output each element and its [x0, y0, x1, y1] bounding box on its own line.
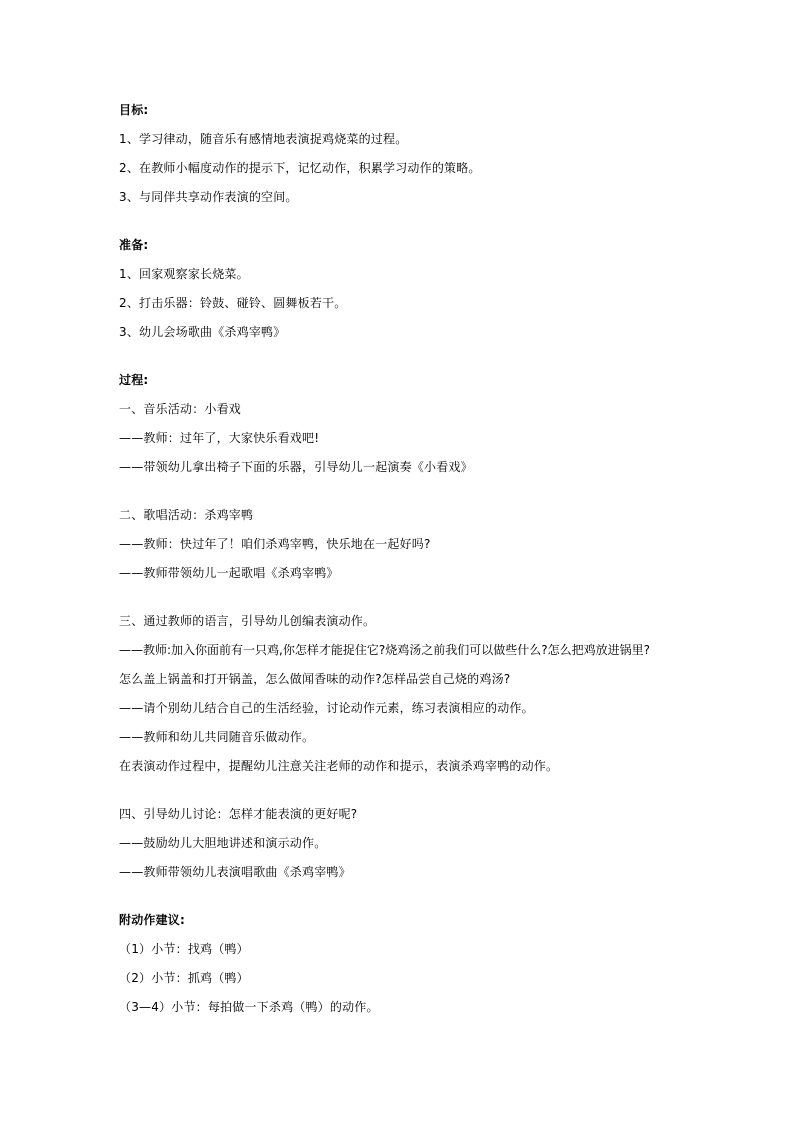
goal-item-3: 3、与同伴共享动作表演的空间。	[119, 190, 298, 204]
process-part3-line: ——教师和幼儿共同随音乐做动作。	[119, 730, 315, 744]
process-part3-line: 怎么盖上锅盖和打开锅盖，怎么做闻香味的动作?怎样品尝自己烧的鸡汤?	[119, 672, 511, 686]
prep-item-1: 1、回家观察家长烧菜。	[119, 267, 249, 281]
process-part1-line: ——带领幼儿拿出椅子下面的乐器，引导幼儿一起演奏《小看戏》	[119, 460, 473, 474]
appendix-item-2: （2）小节：抓鸡（鸭）	[119, 971, 249, 985]
process-part2-title: 二、歌唱活动：杀鸡宰鸭	[119, 508, 254, 522]
process-part2-line: ——教师：快过年了！咱们杀鸡宰鸭，快乐地在一起好吗?	[119, 537, 431, 551]
section-gap	[119, 212, 719, 231]
process-part1-line: ——教师：过年了，大家快乐看戏吧!	[119, 431, 320, 445]
process-part4-line: ——教师带领幼儿表演唱歌曲《杀鸡宰鸭》	[119, 865, 351, 879]
process-part3-line: 在表演动作过程中，提醒幼儿注意关注老师的动作和提示，表演杀鸡宰鸭的动作。	[119, 759, 559, 773]
section-gap	[119, 588, 719, 607]
goal-item-1: 1、学习律动，随音乐有感情地表演捉鸡烧菜的过程。	[119, 132, 408, 146]
section-gap	[119, 887, 719, 906]
prep-item-2: 2、打击乐器：铃鼓、碰铃、圆舞板若干。	[119, 296, 347, 310]
appendix-heading: 附动作建议:	[119, 913, 185, 927]
appendix-item-1: （1）小节：找鸡（鸭）	[119, 942, 249, 956]
process-part3-title: 三、通过教师的语言，引导幼儿创编表演动作。	[119, 614, 376, 628]
process-part2-line: ——教师带领幼儿一起歌唱《杀鸡宰鸭》	[119, 566, 339, 580]
process-part1-title: 一、音乐活动：小看戏	[119, 402, 242, 416]
goal-item-2: 2、在教师小幅度动作的提示下，记忆动作，积累学习动作的策略。	[119, 161, 481, 175]
section-gap	[119, 482, 719, 501]
process-part3-line: ——教师:加入你面前有一只鸡,你怎样才能捉住它?烧鸡汤之前我们可以做些什么?怎么把鸡放进锅里?	[119, 643, 650, 657]
process-part3-line: ——请个别幼儿结合自己的生活经验，讨论动作元素，练习表演相应的动作。	[119, 701, 534, 715]
process-part4-title: 四、引导幼儿讨论：怎样才能表演的更好呢?	[119, 807, 358, 821]
section-gap	[119, 347, 719, 366]
prep-heading: 准备:	[119, 238, 149, 252]
process-heading: 过程:	[119, 373, 149, 387]
goals-heading: 目标:	[119, 103, 149, 117]
prep-item-3: 3、幼儿会场歌曲《杀鸡宰鸭》	[119, 325, 286, 339]
document-page	[119, 96, 719, 1022]
section-gap	[119, 781, 719, 800]
appendix-item-3: （3—4）小节：每拍做一下杀鸡（鸭）的动作。	[119, 1000, 379, 1014]
process-part4-line: ——鼓励幼儿大胆地讲述和演示动作。	[119, 836, 327, 850]
